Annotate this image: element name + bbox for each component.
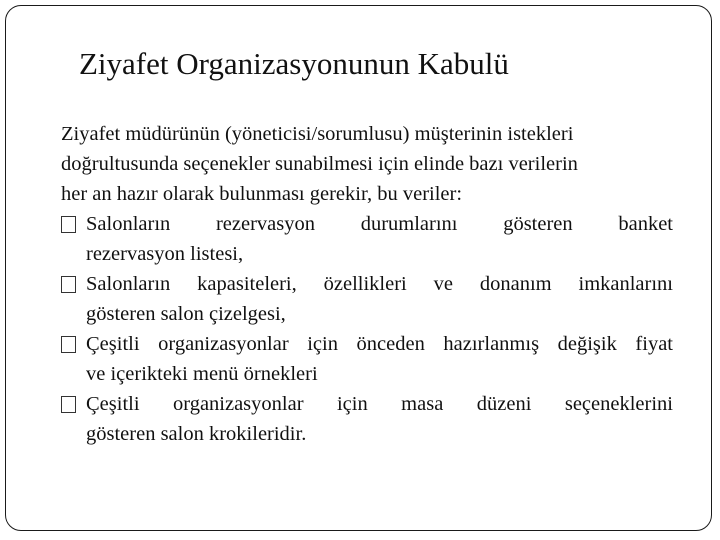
- intro-line: doğrultusunda seçenekler sunabilmesi için elinde bazı verilerin: [61, 153, 578, 175]
- bullet-list: [61, 209, 673, 449]
- bullet-item: [61, 269, 673, 329]
- missing-glyph-box-icon: [61, 396, 76, 413]
- bullet-item: [61, 209, 673, 269]
- bullet-text-line: rezervasyon listesi,: [86, 243, 244, 265]
- bullet-text-line: Salonların rezervasyon durumlarını gösteren banket: [86, 213, 673, 235]
- bullet-text-line: ve içerikteki menü örnekleri: [86, 363, 318, 385]
- intro-line: Ziyafet müdürünün (yöneticisi/sorumlusu) müşterinin istekleri: [61, 123, 574, 145]
- bullet-item: [61, 329, 673, 389]
- missing-glyph-box-icon: [61, 276, 76, 293]
- missing-glyph-box-icon: [61, 216, 76, 233]
- slide-title: Ziyafet Organizasyonunun Kabulü: [79, 46, 509, 81]
- bullet-text-line: Çeşitli organizasyonlar için masa düzeni seçeneklerini: [86, 393, 673, 415]
- slide-body: [61, 119, 673, 449]
- bullet-item: [61, 389, 673, 449]
- intro-paragraph: [61, 119, 673, 209]
- bullet-text-line: gösteren salon çizelgesi,: [86, 303, 286, 325]
- bullet-text-line: gösteren salon krokileridir.: [86, 423, 307, 445]
- bullet-text-line: Çeşitli organizasyonlar için önceden hazırlanmış değişik fiyat: [86, 333, 673, 355]
- intro-line: her an hazır olarak bulunması gerekir, bu veriler:: [61, 183, 463, 205]
- missing-glyph-box-icon: [61, 336, 76, 353]
- bullet-text-line: Salonların kapasiteleri, özellikleri ve donanım imkanlarını: [86, 273, 673, 295]
- slide-frame: [5, 5, 712, 531]
